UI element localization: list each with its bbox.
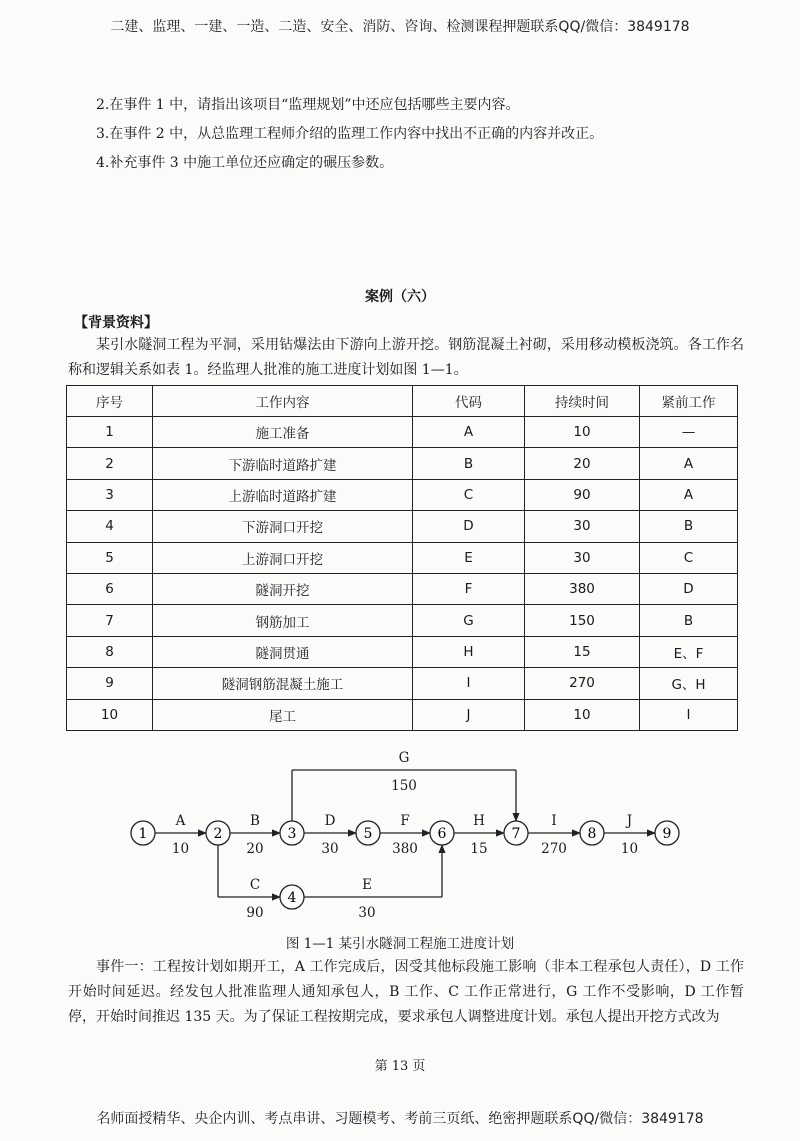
table-row bbox=[67, 605, 738, 636]
cell-duration: 15 bbox=[525, 636, 640, 667]
activity-duration-label: 20 bbox=[246, 841, 264, 857]
table-row bbox=[67, 573, 738, 604]
network-node bbox=[206, 821, 230, 845]
node-number: 2 bbox=[213, 826, 223, 842]
node-number: 8 bbox=[587, 826, 597, 842]
cell-index: 3 bbox=[67, 479, 153, 510]
cell-predecessor: A bbox=[640, 479, 738, 510]
activity-code-label: H bbox=[473, 813, 485, 829]
activity-duration-label: 270 bbox=[541, 841, 567, 857]
cell-code: A bbox=[413, 417, 525, 448]
cell-code: F bbox=[413, 573, 525, 604]
activity-code-label: F bbox=[400, 813, 410, 829]
activity-code-label: D bbox=[324, 813, 336, 829]
node-number: 1 bbox=[138, 826, 148, 842]
cell-work: 上游临时道路扩建 bbox=[153, 479, 413, 510]
cell-predecessor: I bbox=[640, 699, 738, 730]
cell-duration: 30 bbox=[525, 511, 640, 542]
table-row bbox=[67, 448, 738, 479]
cell-duration: 270 bbox=[525, 668, 640, 699]
cell-index: 1 bbox=[67, 417, 153, 448]
cell-code: B bbox=[413, 448, 525, 479]
work-schedule-table bbox=[66, 385, 738, 731]
case-title: 案例（六） bbox=[365, 289, 435, 305]
figure-caption: 图 1—1 某引水隧洞工程施工进度计划 bbox=[285, 936, 515, 952]
footer-banner: 名师面授精华、央企内训、考点串讲、习题模考、考前三页纸、绝密押题联系QQ/微信：3849178 bbox=[96, 1111, 704, 1127]
activity-code-label: C bbox=[249, 877, 261, 893]
cell-predecessor: D bbox=[640, 573, 738, 604]
cell-predecessor: C bbox=[640, 542, 738, 573]
activity-duration-label: 30 bbox=[358, 905, 376, 921]
activity-duration-label: 10 bbox=[620, 841, 639, 857]
cell-code: E bbox=[413, 542, 525, 573]
cell-code: H bbox=[413, 636, 525, 667]
network-node bbox=[280, 821, 304, 845]
cell-index: 8 bbox=[67, 636, 153, 667]
cell-work: 隧洞开挖 bbox=[153, 573, 413, 604]
network-node bbox=[356, 821, 380, 845]
activity-code-label: A bbox=[175, 813, 186, 829]
activity-duration-label: 90 bbox=[246, 905, 264, 921]
cell-duration: 10 bbox=[525, 417, 640, 448]
activity-code-label: B bbox=[250, 813, 260, 829]
activity-code-label: E bbox=[362, 877, 372, 893]
table-row bbox=[67, 417, 738, 448]
node-number: 3 bbox=[287, 826, 297, 842]
header-predecessor: 紧前工作 bbox=[640, 386, 738, 417]
activity-duration-label: 380 bbox=[392, 841, 418, 857]
cell-predecessor: B bbox=[640, 605, 738, 636]
cell-code: J bbox=[413, 699, 525, 730]
network-node bbox=[280, 885, 304, 909]
question-3: 3.在事件 2 中，从总监理工程师介绍的监理工作内容中找出不正确的内容并改正。 bbox=[96, 126, 604, 142]
table-row bbox=[67, 668, 738, 699]
cell-index: 9 bbox=[67, 668, 153, 699]
table-row bbox=[67, 636, 738, 667]
cell-index: 5 bbox=[67, 542, 153, 573]
cell-predecessor: A bbox=[640, 448, 738, 479]
cell-predecessor: E、F bbox=[640, 636, 738, 667]
table-row bbox=[67, 542, 738, 573]
event-1-paragraph: 事件一：工程按计划如期开工，A 工作完成后，因受其他标段施工影响（非本工程承包人责任），D 工作开始时间延迟。经发包人批准监理人通知承包人，B 工作、C 工作正常进行，G 工作不受影响，D 工作暂停，开始时间推迟 135 天。为了保证工程按期完成，要求承包人调整进度计划。承包人提出开挖方式改为 bbox=[68, 959, 744, 1025]
cell-work: 隧洞贯通 bbox=[153, 636, 413, 667]
header-duration: 持续时间 bbox=[525, 386, 640, 417]
cell-duration: 30 bbox=[525, 542, 640, 573]
cell-index: 7 bbox=[67, 605, 153, 636]
network-diagram bbox=[0, 750, 800, 928]
question-4: 4.补充事件 3 中施工单位还应确定的碾压参数。 bbox=[96, 155, 394, 171]
network-node bbox=[131, 821, 155, 845]
cell-index: 4 bbox=[67, 511, 153, 542]
network-node bbox=[504, 821, 528, 845]
node-number: 7 bbox=[511, 826, 521, 842]
cell-duration: 150 bbox=[525, 605, 640, 636]
activity-code-label: I bbox=[551, 813, 557, 829]
cell-predecessor: G、H bbox=[640, 668, 738, 699]
network-node bbox=[580, 821, 604, 845]
header-work: 工作内容 bbox=[153, 386, 413, 417]
cell-code: G bbox=[413, 605, 525, 636]
header-index: 序号 bbox=[67, 386, 153, 417]
cell-index: 2 bbox=[67, 448, 153, 479]
cell-predecessor: B bbox=[640, 511, 738, 542]
cell-code: I bbox=[413, 668, 525, 699]
cell-work: 施工准备 bbox=[153, 417, 413, 448]
cell-duration: 10 bbox=[525, 699, 640, 730]
node-number: 5 bbox=[363, 826, 373, 842]
table-row bbox=[67, 479, 738, 510]
table-row bbox=[67, 511, 738, 542]
header-banner: 二建、监理、一建、一造、二造、安全、消防、咨询、检测课程押题联系QQ/微信：3849178 bbox=[110, 19, 690, 35]
network-node bbox=[655, 821, 679, 845]
activity-code-label: G bbox=[398, 750, 410, 766]
cell-work: 钢筋加工 bbox=[153, 605, 413, 636]
cell-code: C bbox=[413, 479, 525, 510]
cell-duration: 20 bbox=[525, 448, 640, 479]
question-2: 2.在事件 1 中，请指出该项目“监理规划”中还应包括哪些主要内容。 bbox=[96, 97, 520, 113]
activity-duration-label: 30 bbox=[321, 841, 339, 857]
cell-work: 下游洞口开挖 bbox=[153, 511, 413, 542]
background-paragraph: 某引水隧洞工程为平洞，采用钻爆法由下游向上游开挖。钢筋混凝土衬砌，采用移动模板浇筑。各工作名称和逻辑关系如表 1。经监理人批准的施工进度计划如图 1—1。 bbox=[68, 337, 744, 378]
cell-code: D bbox=[413, 511, 525, 542]
activity-duration-label: 150 bbox=[391, 778, 417, 794]
cell-duration: 90 bbox=[525, 479, 640, 510]
cell-work: 上游洞口开挖 bbox=[153, 542, 413, 573]
cell-predecessor: — bbox=[640, 417, 738, 448]
activity-duration-label: 15 bbox=[470, 841, 488, 857]
page-number: 第 13 页 bbox=[374, 1059, 426, 1074]
header-code: 代码 bbox=[413, 386, 525, 417]
table-row bbox=[67, 699, 738, 730]
cell-work: 下游临时道路扩建 bbox=[153, 448, 413, 479]
cell-index: 6 bbox=[67, 573, 153, 604]
cell-work: 尾工 bbox=[153, 699, 413, 730]
node-number: 6 bbox=[437, 826, 447, 842]
cell-duration: 380 bbox=[525, 573, 640, 604]
cell-index: 10 bbox=[67, 699, 153, 730]
activity-code-label: J bbox=[626, 813, 633, 829]
node-number: 4 bbox=[287, 890, 297, 906]
node-number: 9 bbox=[662, 826, 672, 842]
network-node bbox=[430, 821, 454, 845]
activity-duration-label: 10 bbox=[171, 841, 190, 857]
background-heading: 【背景资料】 bbox=[74, 315, 158, 331]
cell-work: 隧洞钢筋混凝土施工 bbox=[153, 668, 413, 699]
